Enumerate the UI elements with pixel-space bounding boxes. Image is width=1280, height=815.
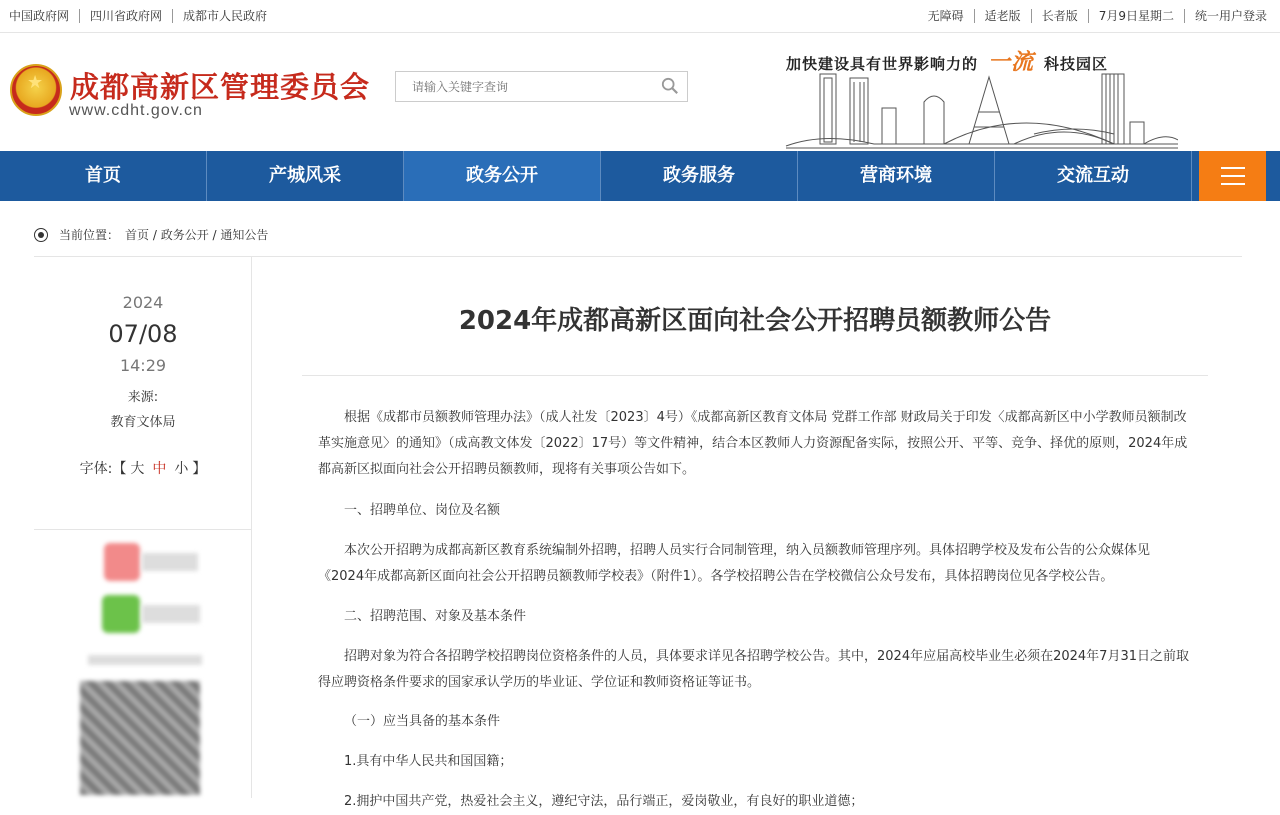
font-size-large[interactable]: 大 — [130, 461, 145, 477]
hamburger-icon-bar — [1221, 183, 1245, 185]
nav-city-showcase[interactable]: 产城风采 — [207, 151, 404, 201]
top-utility-bar — [0, 0, 1280, 33]
utility-links — [918, 9, 1267, 23]
senior-version-link[interactable]: 长者版 — [1032, 9, 1089, 23]
slogan-text-post: 科技园区 — [1044, 55, 1109, 73]
location-icon — [34, 228, 48, 242]
nav-gov-services[interactable]: 政务服务 — [601, 151, 798, 201]
share-caption — [88, 655, 202, 665]
font-size-medium[interactable]: 中 — [152, 461, 167, 477]
share-weibo-label — [142, 553, 198, 571]
divider — [34, 529, 252, 530]
breadcrumb-label: 当前位置： — [59, 228, 120, 242]
link-chengdu-gov[interactable]: 成都市人民政府 — [183, 9, 268, 23]
list-item: 1.具有中华人民共和国国籍； — [344, 754, 513, 769]
site-url: www.cdht.gov.cn — [69, 102, 203, 119]
slogan-highlight: 一流 — [988, 50, 1035, 75]
elderly-friendly-link[interactable]: 适老版 — [975, 9, 1032, 23]
search-input[interactable] — [396, 72, 646, 101]
source-label: 来源: — [127, 390, 159, 405]
nav-home[interactable]: 首页 — [0, 151, 207, 201]
font-size-small[interactable]: 小 — [174, 461, 189, 477]
paragraph: 本次公开招聘为成都高新区教育系统编制外招聘，招聘人员实行合同制管理，纳入员额教师管理序列。具体招聘学校及发布公告的公众媒体见《2024年成都高新区面向社会公开招聘员额教师学校表》（附件1）。各学校招聘公告在学校微信公众号发布，具体招聘岗位见各学校公告。 — [318, 543, 1151, 584]
qr-code-image — [80, 681, 200, 795]
accessibility-link[interactable]: 无障碍 — [918, 9, 975, 23]
paragraph: 招聘对象为符合各招聘学校招聘岗位资格条件的人员，具体要求详见各招聘学校公告。其中，2024年应届高校毕业生必须在2024年7月31日之前取得应聘资格条件要求的国家承认学历的毕业证、学位证和教师资格证等证书。 — [318, 649, 1189, 690]
city-skyline-illustration — [784, 72, 1178, 150]
font-bracket-close: 】 — [192, 461, 207, 477]
nav-business-env[interactable]: 营商环境 — [798, 151, 995, 201]
section-heading: 一、招聘单位、岗位及名额 — [344, 503, 501, 518]
share-wechat-icon[interactable] — [102, 595, 140, 633]
source-value: 教育文体局 — [110, 415, 176, 430]
hamburger-menu-button[interactable] — [1199, 151, 1266, 201]
font-size-switcher — [34, 458, 252, 478]
list-item: 2.拥护中国共产党，热爱社会主义，遵纪守法，品行端正，爱岗敬业，有良好的职业道德； — [344, 794, 864, 809]
gov-links — [9, 9, 277, 23]
date-text: 7月9日星期二 — [1089, 9, 1185, 23]
font-bracket-open: 【 — [112, 461, 127, 477]
section-heading: 二、招聘范围、对象及基本条件 — [344, 609, 527, 624]
search-box — [395, 71, 688, 102]
publish-date: 07/08 — [108, 320, 178, 348]
breadcrumb-path[interactable]: 首页 / 政务公开 / 通知公告 — [125, 228, 269, 242]
breadcrumb — [34, 226, 268, 243]
link-central-gov[interactable]: 中国政府网 — [9, 9, 80, 23]
article-title: 2024年成都高新区面向社会公开招聘员额教师公告 — [458, 306, 1052, 336]
unified-login-link[interactable]: 统一用户登录 — [1194, 9, 1267, 23]
hamburger-icon — [1221, 167, 1245, 169]
paragraph: 根据《成都市员额教师管理办法》（成人社发〔2023〕4号）《成都高新区教育文体局 党群工作部 财政局关于印发〈成都高新区中小学教师员额制改革实施意见〉的通知》（成高教文体发〔2022〕17号）等文件精神，结合本区教师人力资源配备实际，按照公开、平等、竞争、择优的原则，2024年成都高新区拟面向社会公开招聘员额教师，现将有关事项公告如下。 — [318, 410, 1188, 477]
publish-year: 2024 — [122, 293, 164, 312]
hamburger-icon-bar — [1221, 175, 1245, 177]
search-icon[interactable] — [661, 77, 679, 95]
publish-time: 14:29 — [119, 356, 167, 375]
slogan-text-pre: 加快建设具有世界影响力的 — [786, 55, 979, 73]
nav-gov-affairs-open[interactable]: 政务公开 — [404, 151, 601, 201]
share-wechat-label — [142, 605, 200, 623]
font-size-label: 字体: — [79, 461, 113, 477]
divider — [302, 375, 1208, 376]
article-meta-sidebar — [34, 257, 252, 798]
main-nav — [0, 151, 1280, 201]
nav-interaction[interactable]: 交流互动 — [995, 151, 1192, 201]
sub-heading: （一）应当具备的基本条件 — [344, 714, 501, 729]
site-header — [0, 34, 1280, 151]
share-weibo-icon[interactable] — [104, 543, 140, 581]
site-title[interactable]: 成都高新区管理委员会 — [70, 70, 371, 104]
national-emblem-icon — [10, 64, 62, 116]
link-sichuan-gov[interactable]: 四川省政府网 — [80, 9, 173, 23]
